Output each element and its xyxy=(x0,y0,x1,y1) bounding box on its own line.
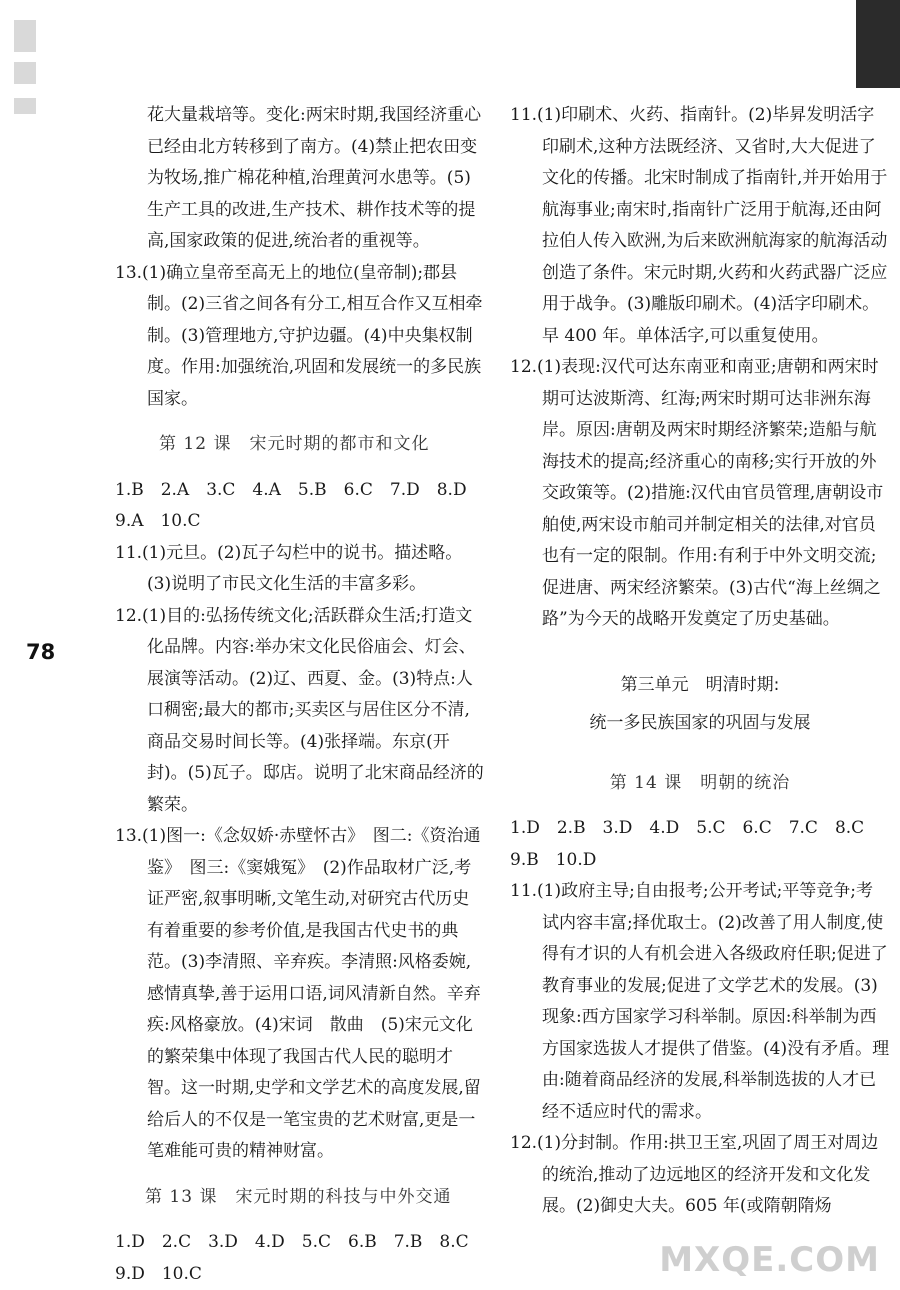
edge-decoration xyxy=(14,62,36,84)
corner-tab xyxy=(856,0,900,88)
answer-q13: 13.(1)确立皇帝至高无上的地位(皇帝制);郡县制。(2)三省之间各有分工,相互合作又互相牵制。(3)管理地方,守护边疆。(4)中央集权制度。作用:加强统治,巩固和发展统一的多民族国家。 xyxy=(115,258,485,416)
mc-answers-row: 1.B 2.A 3.C 4.A 5.B 6.C 7.D 8.D xyxy=(115,475,485,507)
mc-answers-row: 9.A 10.C xyxy=(115,506,485,538)
left-column xyxy=(115,100,485,1290)
lesson-12-title: 第 12 课 宋元时期的都市和文化 xyxy=(115,429,485,461)
unit-heading-line1: 第三单元 明清时期: xyxy=(510,666,890,704)
right-column xyxy=(510,100,890,1223)
edge-decoration xyxy=(14,20,36,52)
answer-q12: 12.(1)目的:弘扬传统文化;活跃群众生活;打造文化品牌。内容:举办宋文化民俗庙会、灯会、展演等活动。(2)辽、西夏、金。(3)特点:人口稠密;最大的都市;买卖区与居住区分不清,商品交易时间长等。(4)张择端。东京(开封)。(5)瓦子。邸店。说明了北宋商品经济的繁荣。 xyxy=(115,601,485,822)
answer-q11: 11.(1)印刷术、火药、指南针。(2)毕昇发明活字印刷术,这种方法既经济、又省时,大大促进了文化的传播。北宋时制成了指南针,并开始用于航海事业;南宋时,指南针广泛用于航海,还由阿拉伯人传入欧洲,为后来欧洲航海家的航海活动创造了条件。宋元时期,火药和火药武器广泛应用于战争。(3)雕版印刷术。(4)活字印刷术。早 400 年。单体活字,可以重复使用。 xyxy=(510,100,890,352)
mc-answers-row: 9.D 10.C xyxy=(115,1259,485,1290)
mc-answers-row: 1.D 2.B 3.D 4.D 5.C 6.C 7.C 8.C xyxy=(510,813,890,845)
answer-q12: 12.(1)表现:汉代可达东南亚和南亚;唐朝和两宋时期可达波斯湾、红海;两宋时期可达非洲东海岸。原因:唐朝及两宋时期经济繁荣;造船与航海技术的提高;经济重心的南移;实行开放的外交政策等。(2)措施:汉代由官员管理,唐朝设市舶使,两宋设市舶司并制定相关的法律,对官员也有一定的限制。作用:有利于中外文明交流;促进唐、两宋经济繁荣。(3)古代“海上丝绸之路”为今天的战略开发奠定了历史基础。 xyxy=(510,352,890,636)
answer-q11: 11.(1)政府主导;自由报考;公开考试;平等竞争;考试内容丰富;择优取士。(2)改善了用人制度,使得有才识的人有机会进入各级政府任职;促进了教育事业的发展;促进了文学艺术的发展。(3)现象:西方国家学习科举制。原因:科举制为西方国家选拔人才提供了借鉴。(4)没有矛盾。理由:随着商品经济的发展,科举制选拔的人才已经不适应时代的需求。 xyxy=(510,876,890,1128)
lesson-13-title: 第 13 课 宋元时期的科技与中外交通 xyxy=(115,1182,485,1214)
unit-heading-line2: 统一多民族国家的巩固与发展 xyxy=(510,704,890,742)
mc-answers-row: 1.D 2.C 3.D 4.D 5.C 6.B 7.B 8.C xyxy=(115,1227,485,1259)
mc-answers-row: 9.B 10.D xyxy=(510,845,890,877)
answer-q11: 11.(1)元旦。(2)瓦子勾栏中的说书。描述略。(3)说明了市民文化生活的丰富多彩。 xyxy=(115,538,485,601)
page-number: 78 xyxy=(26,640,55,664)
answer-q13: 13.(1)图一:《念奴娇·赤壁怀古》 图二:《资治通鉴》 图三:《窦娥冤》 (2)作品取材广泛,考证严密,叙事明晰,文笔生动,对研究古代历史有着重要的参考价值,是我国古代史书的典范。(3)李清照、辛弃疾。李清照:风格委婉,感情真挚,善于运用口语,词风清新自然。辛弃疾:风格豪放。(4)宋词 散曲 (5)宋元文化的繁荣集中体现了我国古代人民的聪明才智。这一时期,史学和文学艺术的高度发展,留给后人的不仅是一笔宝贵的艺术财富,更是一笔难能可贵的精神财富。 xyxy=(115,821,485,1168)
answer-q12: 12.(1)分封制。作用:拱卫王室,巩固了周王对周边的统治,推动了边远地区的经济开发和文化发展。(2)御史大夫。605 年(或隋朝隋炀 xyxy=(510,1128,890,1223)
lesson-14-title: 第 14 课 明朝的统治 xyxy=(510,768,890,800)
edge-decoration xyxy=(14,98,36,114)
answer-continuation: 花大量栽培等。变化:两宋时期,我国经济重心已经由北方转移到了南方。(4)禁止把农田变为牧场,推广棉花种植,治理黄河水患等。(5)生产工具的改进,生产技术、耕作技术等的提高,国家政策的促进,统治者的重视等。 xyxy=(115,100,485,258)
unit-heading xyxy=(510,666,890,742)
site-watermark: MXQE.COM xyxy=(659,1240,880,1280)
